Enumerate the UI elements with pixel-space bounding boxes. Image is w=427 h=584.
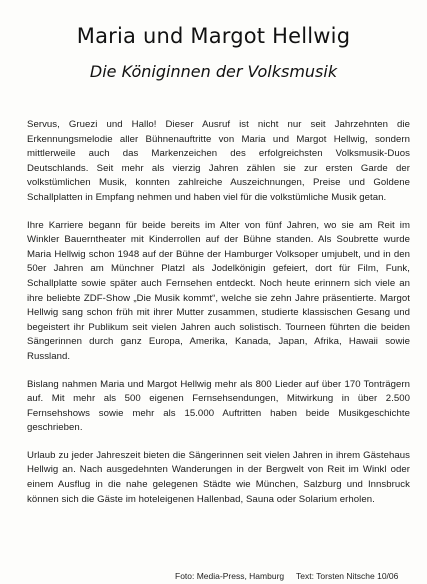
- paragraph-guesthouse: Urlaub zu jeder Jahreszeit bieten die Sängerinnen seit vielen Jahren in ihrem Gästehaus Hellwig an. Nach ausgedehnten Wanderungen in der Bergwelt von Reit im Winkl oder einem Ausflug in die nahe gelegenen Städte wie München, Salzburg und Innsbruck können sich die Gäste im hoteleigenen Hallenbad, Sauna oder Solarium erholen.: [27, 449, 410, 505]
- paragraph-records: Bislang nahmen Maria und Margot Hellwig mehr als 800 Lieder auf über 170 Tonträgern auf. Mit mehr als 500 eigenen Fernsehsendungen, Mitwirkung in über 2.500 Fernsehshows sowie mehr als 15.000 Auftritten haben beide Musikgeschichte geschrieben.: [27, 378, 410, 434]
- page-title: Maria und Margot Hellwig: [76, 24, 351, 48]
- paragraph-intro: Servus, Gruezi und Hallo! Dieser Ausruf ist nicht nur seit Jahrzehnten die Erkennungsmelodie aller Bühnenauftritte von Maria und Margot Hellwig, sondern mittlerweile auch das Markenzeichen des erfolgreichsten Volksmusik-Duos Deutschlands. Seit mehr als vierzig Jahren zählen sie zur ersten Garde der volkstümlichen Musik, konnten zahlreiche Auszeichnungen, Preise und Goldene Schallplatten in Empfang nehmen und haben viel für die volkstümliche Musik getan.: [27, 119, 410, 203]
- page-subtitle: Die Königinnen der Volksmusik: [89, 62, 338, 81]
- text-credit: Text: Torsten Nitsche 10/06: [296, 571, 399, 581]
- photo-credit: Foto: Media-Press, Hamburg: [175, 571, 285, 581]
- article-body: [27, 118, 410, 520]
- paragraph-career: Ihre Karriere begann für beide bereits im Alter von fünf Jahren, wo sie am Reit im Winkler Bauerntheater mit Kinderrollen auf der Bühne standen. Als Soubrette wurde Maria Hellwig schon 1948 auf der Bühne der Hamburger Volksoper umjubelt, und in den 50er Jahren am Münchner Platzl als Jodelkönigin gefeiert, dort für Film, Funk, Schallplatte sowie später auch Fernsehen entdeckt. Noch heute erinnern sich viele an ihre beliebte ZDF-Show „Die Musik kommt“, welche sie zehn Jahre präsentierte. Margot Hellwig sang schon früh mit ihrer Mutter zusammen, studierte klassischen Gesang und begeistert ihr Publikum seit vielen Jahren auch solistisch. Tourneen führten die beiden Sängerinnen durch ganz Europa, Amerika, Kanada, Japan, Afrika, Hawaii sowie Russland.: [27, 219, 410, 362]
